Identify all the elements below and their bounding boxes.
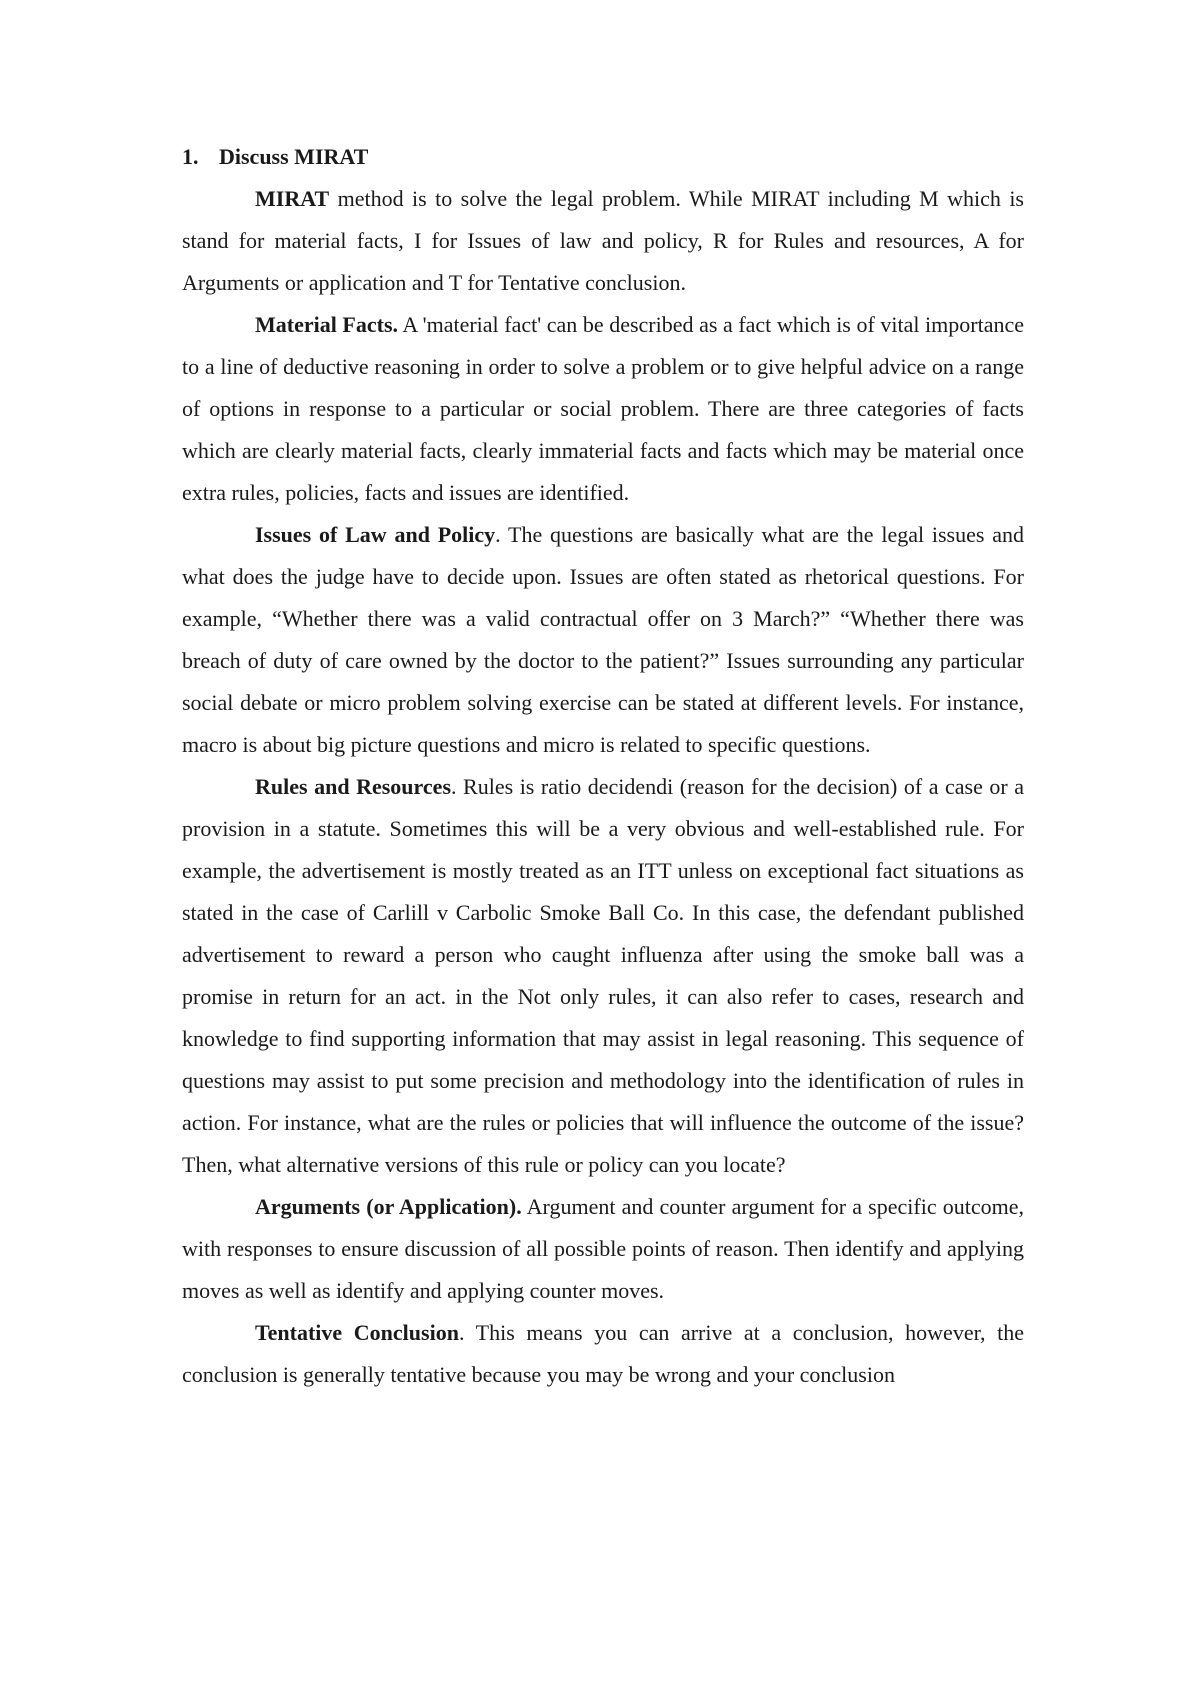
paragraph-rules-text: . Rules is ratio decidendi (reason for the decision) of a case or a provision in a statute. Sometimes this will be a very obvious and well-established rule. For example, the advertisement is mostly treated as an ITT unless on exceptional fact situations as stated in the case of Carlill v Carbolic Smoke Ball Co. In this case, the defendant published advertisement to reward a person who caught influenza after using the smoke ball was a promise in return for an act. in the Not only rules, it can also refer to cases, research and knowledge to find supporting information that may assist in legal reasoning. This sequence of questions may assist to put some precision and methodology into the identification of rules in action. For instance, what are the rules or policies that will influence the outcome of the issue? Then, what alternative versions of this rule or policy can you locate? <box>182 774 1024 1177</box>
paragraph-tentative-text: . This means you can arrive at a conclusion, however, the conclusion is generally tentative because you may be wrong and your conclusion <box>182 1320 1025 1387</box>
section-number: 1. <box>182 144 199 169</box>
section-title: Discuss MIRAT <box>219 144 369 169</box>
paragraph-arguments <box>182 1186 1024 1312</box>
paragraph-material-facts <box>182 304 1024 514</box>
document-body <box>182 136 1024 1396</box>
paragraph-rules <box>182 766 1024 1186</box>
paragraph-tentative <box>182 1312 1024 1396</box>
term-material-facts: Material Facts. <box>255 312 399 337</box>
term-rules: Rules and Resources <box>255 774 452 799</box>
paragraph-arguments-text: Argument and counter argument for a specific outcome, with responses to ensure discussion of all possible points of reason. Then identify and applying moves as well as identify and applying counter moves. <box>182 1194 1024 1303</box>
paragraph-intro-text: method is to solve the legal problem. While MIRAT including M which is stand for material facts, I for Issues of law and policy, R for Rules and resources, A for Arguments or application and T for Tentative conclusion. <box>182 186 1024 295</box>
term-arguments: Arguments (or Application). <box>255 1194 522 1219</box>
section-heading <box>182 136 1024 178</box>
term-mirat: MIRAT <box>255 186 330 211</box>
paragraph-issues <box>182 514 1024 766</box>
paragraph-material-facts-text: A 'material fact' can be described as a fact which is of vital importance to a line of deductive reasoning in order to solve a problem or to give helpful advice on a range of options in response to a particular or social problem. There are three categories of facts which are clearly material facts, clearly immaterial facts and facts which may be material once extra rules, policies, facts and issues are identified. <box>182 312 1024 505</box>
term-tentative: Tentative Conclusion <box>255 1320 459 1345</box>
paragraph-intro <box>182 178 1024 304</box>
paragraph-issues-text: . The questions are basically what are the legal issues and what does the judge have to decide upon. Issues are often stated as rhetorical questions. For example, “Whether there was a valid contractual offer on 3 March?” “Whether there was breach of duty of care owned by the doctor to the patient?” Issues surrounding any particular social debate or micro problem solving exercise can be stated at different levels. For instance, macro is about big picture questions and micro is related to specific questions. <box>182 522 1024 757</box>
term-issues: Issues of Law and Policy <box>255 522 496 547</box>
